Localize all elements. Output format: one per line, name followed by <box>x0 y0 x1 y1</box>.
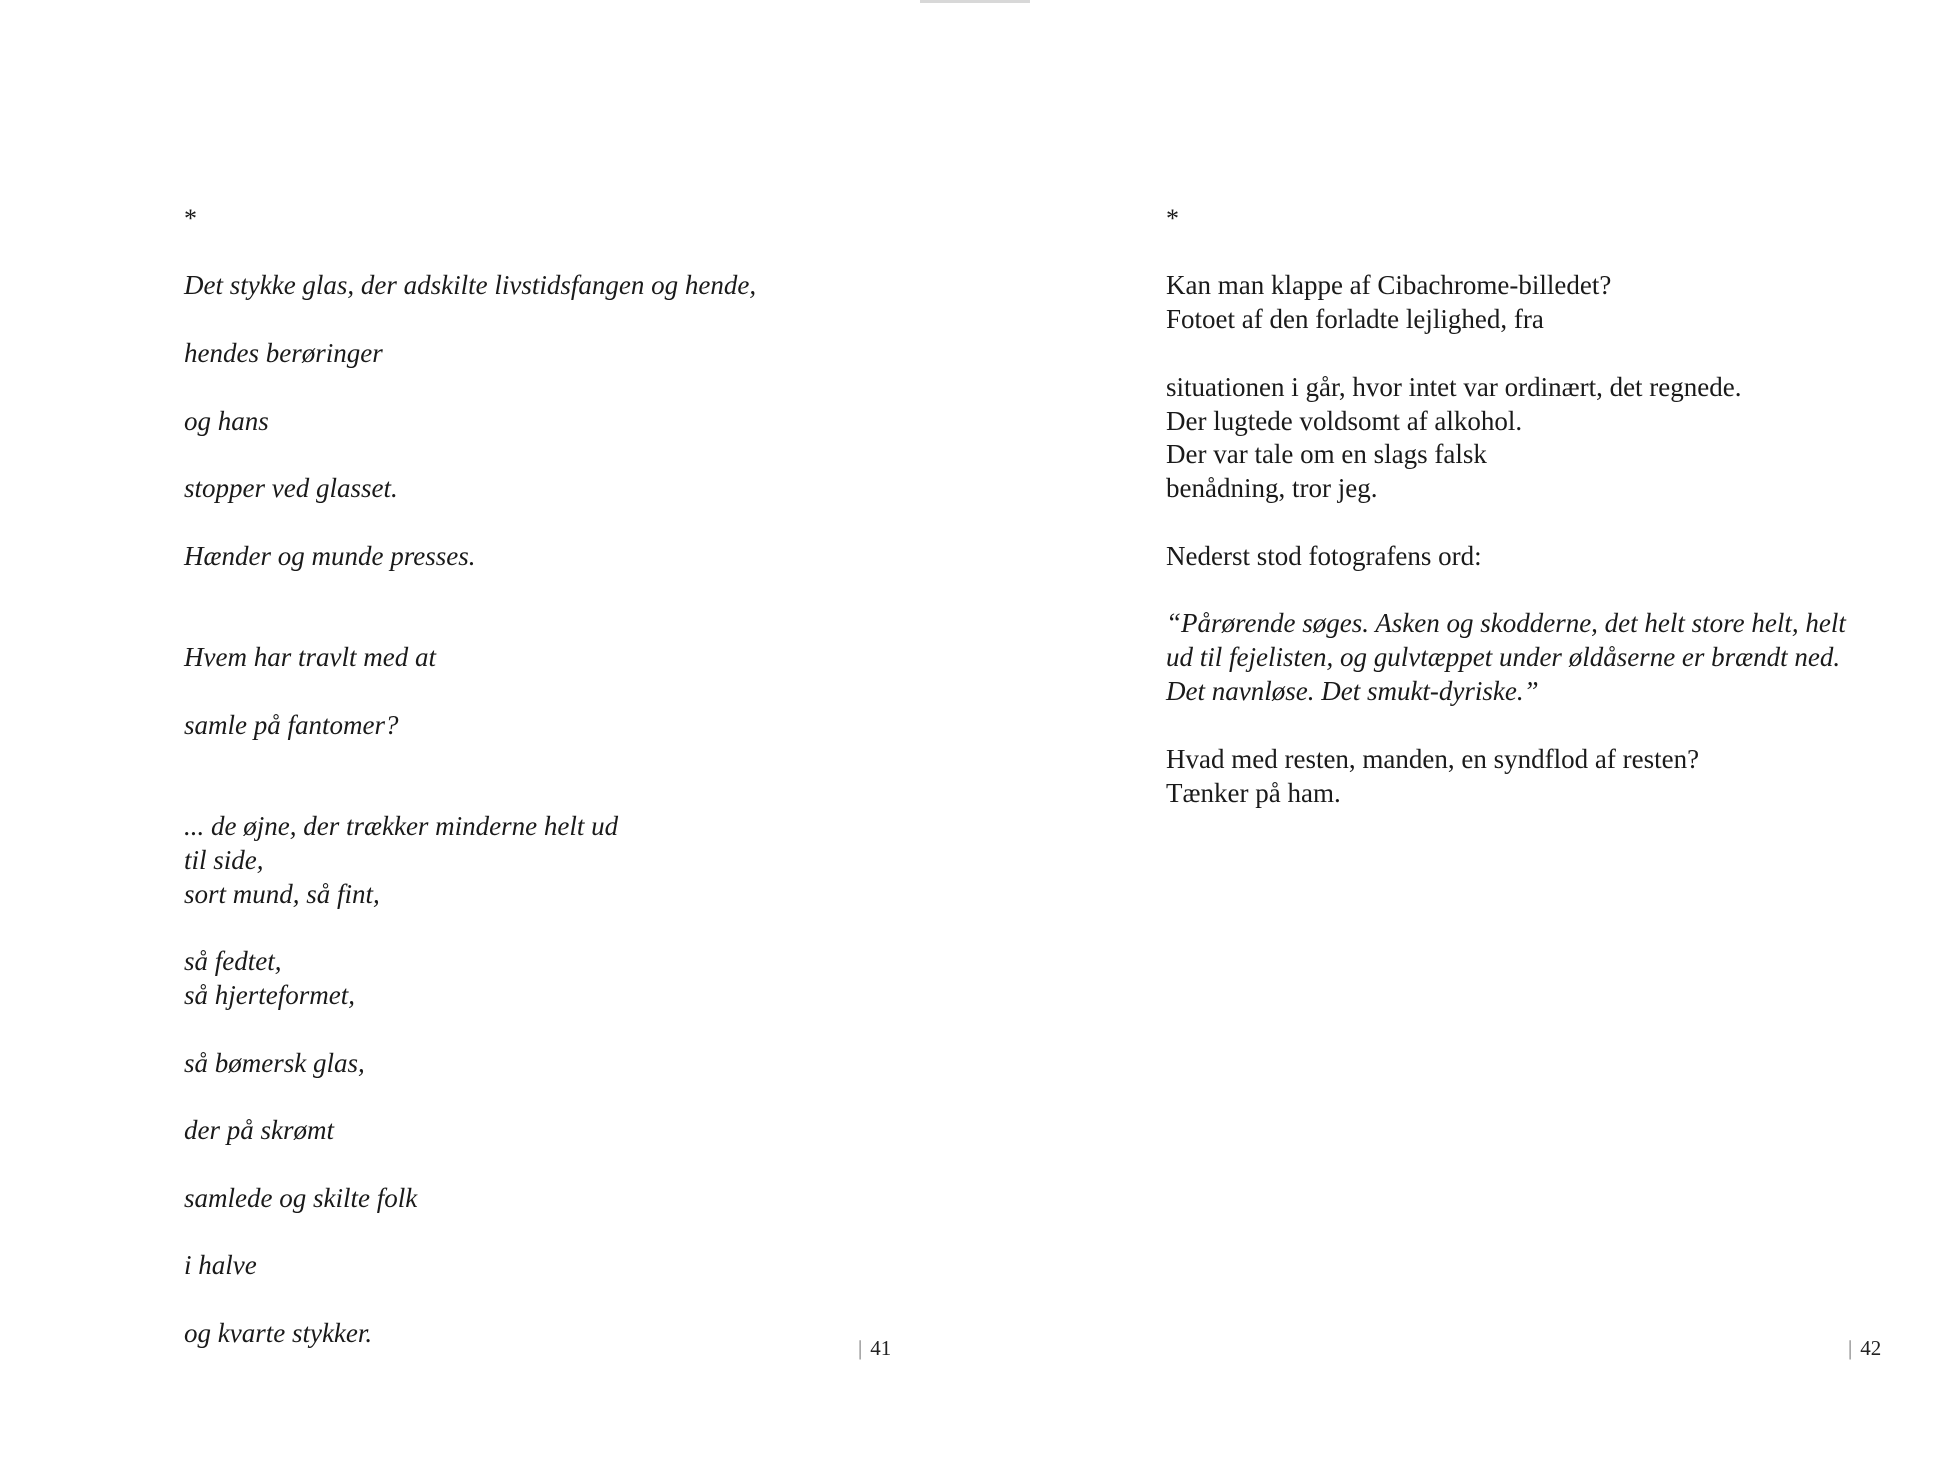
poem-line: stopper ved glasset. <box>184 473 398 503</box>
poem-line: så hjerteformet, <box>184 980 355 1010</box>
poem-line: Der var tale om en slags falsk <box>1166 439 1487 469</box>
poem-line: samlede og skilte folk <box>184 1183 418 1213</box>
poem-line: Hvad med resten, manden, en syndflod af resten? <box>1166 744 1700 774</box>
poem-line: der på skrømt <box>184 1115 334 1145</box>
poem-line: og kvarte stykker. <box>184 1318 373 1348</box>
poem-line: Fotoet af den forladte lejlighed, fra <box>1166 304 1544 334</box>
quoted-line: “Pårørende søges. Asken og skodderne, det helt store helt, helt <box>1166 608 1846 638</box>
poem-line: så bømersk glas, <box>184 1048 365 1078</box>
folio-separator: | <box>858 1336 863 1360</box>
right-page <box>973 0 1946 1463</box>
section-asterisk: * <box>184 204 197 233</box>
page-number-value: 42 <box>1860 1336 1882 1360</box>
poem-line: Tænker på ham. <box>1166 778 1341 808</box>
poem-line: Kan man klappe af Cibachrome-billedet? <box>1166 270 1612 300</box>
poem-line: hendes berøringer <box>184 338 383 368</box>
poem-line: til side, <box>184 845 264 875</box>
page-number <box>1848 1334 1881 1362</box>
page-number-value: 41 <box>870 1336 892 1360</box>
poem-line: sort mund, så fint, <box>184 879 380 909</box>
folio-separator: | <box>1848 1336 1853 1360</box>
poem-line: Hvem har travlt med at <box>184 642 436 672</box>
poem-line: i halve <box>184 1250 257 1280</box>
poem-line: så fedtet, <box>184 946 282 976</box>
quoted-line: ud til fejelisten, og gulvtæppet under øldåserne er brændt ned. <box>1166 642 1841 672</box>
poem-line: Hænder og munde presses. <box>184 541 476 571</box>
quoted-line: Det navnløse. Det smukt-dyriske.” <box>1166 676 1539 706</box>
poem-line: Nederst stod fotografens ord: <box>1166 541 1482 571</box>
poem-line: samle på fantomer? <box>184 710 399 740</box>
page-number <box>858 1334 891 1362</box>
poem-line: situationen i går, hvor intet var ordinært, det regnede. <box>1166 372 1742 402</box>
poem-line: og hans <box>184 406 269 436</box>
poem-line: ... de øjne, der trækker minderne helt ud <box>184 811 619 841</box>
poem-line: Der lugtede voldsomt af alkohol. <box>1166 406 1523 436</box>
section-asterisk: * <box>1166 204 1179 233</box>
poem-line: Det stykke glas, der adskilte livstidsfangen og hende, <box>184 270 757 300</box>
poem-line: benådning, tror jeg. <box>1166 473 1378 503</box>
